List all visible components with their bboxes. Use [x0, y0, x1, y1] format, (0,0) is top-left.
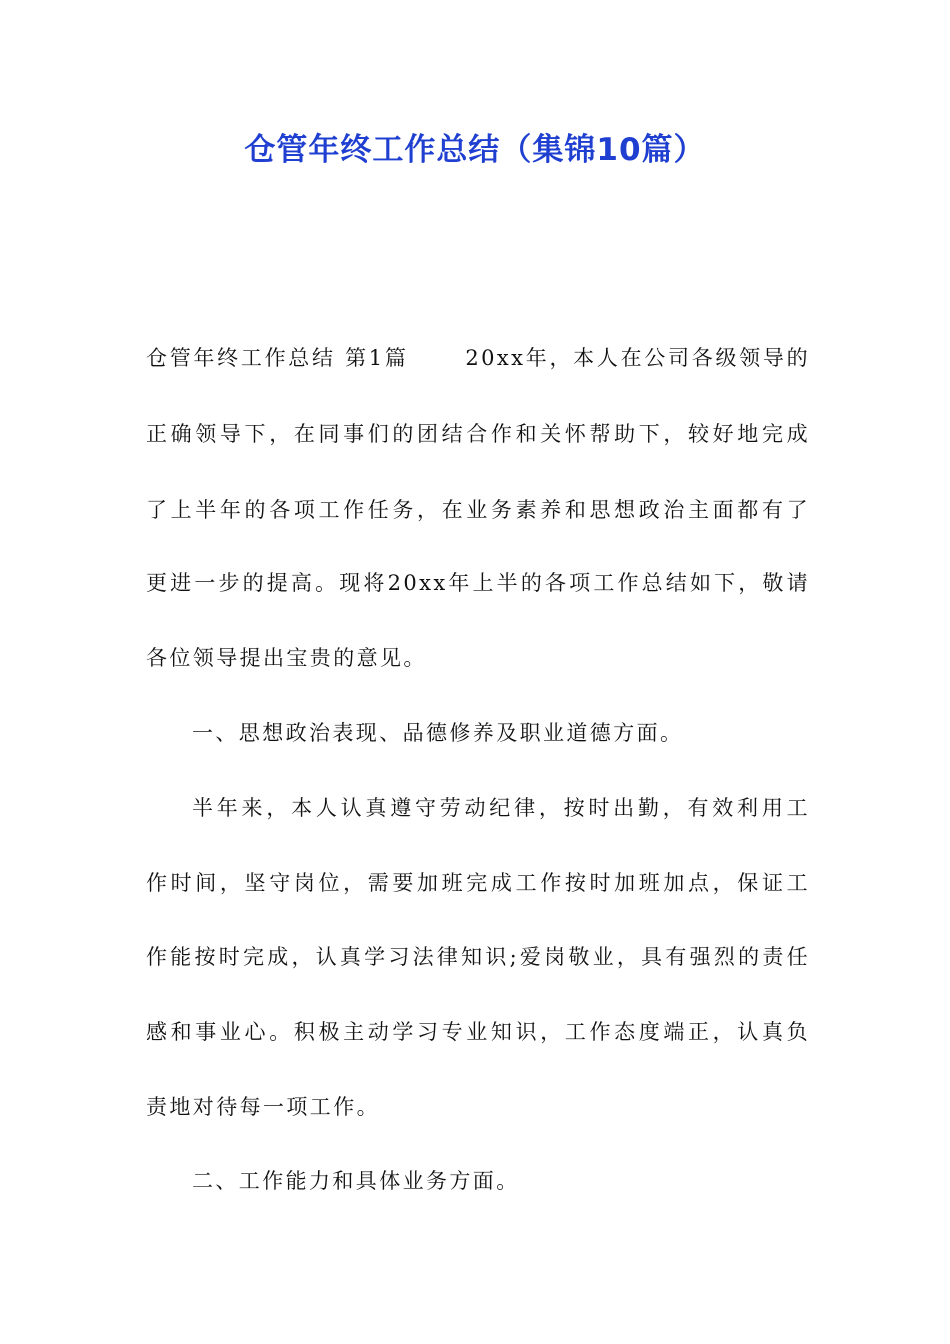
- paragraph-line: 了上半年的各项工作任务，在业务素养和思想政治主面都有了: [146, 498, 810, 522]
- paragraph-line: 仓管年终工作总结 第1篇 20xx年，本人在公司各级领导的: [146, 346, 810, 370]
- section-heading: 二、工作能力和具体业务方面。: [192, 1169, 520, 1193]
- paragraph-line: 半年来，本人认真遵守劳动纪律，按时出勤，有效利用工: [192, 796, 810, 820]
- paragraph-line: 作时间，坚守岗位，需要加班完成工作按时加班加点，保证工: [146, 871, 810, 895]
- paragraph-line: 作能按时完成，认真学习法律知识;爱岗敬业，具有强烈的责任: [146, 945, 810, 969]
- paragraph-line: 责地对待每一项工作。: [146, 1095, 380, 1119]
- paragraph-line: 各位领导提出宝贵的意见。: [146, 646, 427, 670]
- paragraph-line: 更进一步的提高。现将20xx年上半的各项工作总结如下，敬请: [146, 571, 810, 595]
- section-heading: 一、思想政治表现、品德修养及职业道德方面。: [192, 721, 684, 745]
- paragraph-line: 感和事业心。积极主动学习专业知识，工作态度端正，认真负: [146, 1020, 810, 1044]
- paragraph-line: 正确领导下，在同事们的团结合作和关怀帮助下，较好地完成: [146, 422, 810, 446]
- document-title: 仓管年终工作总结（集锦10篇）: [244, 132, 706, 168]
